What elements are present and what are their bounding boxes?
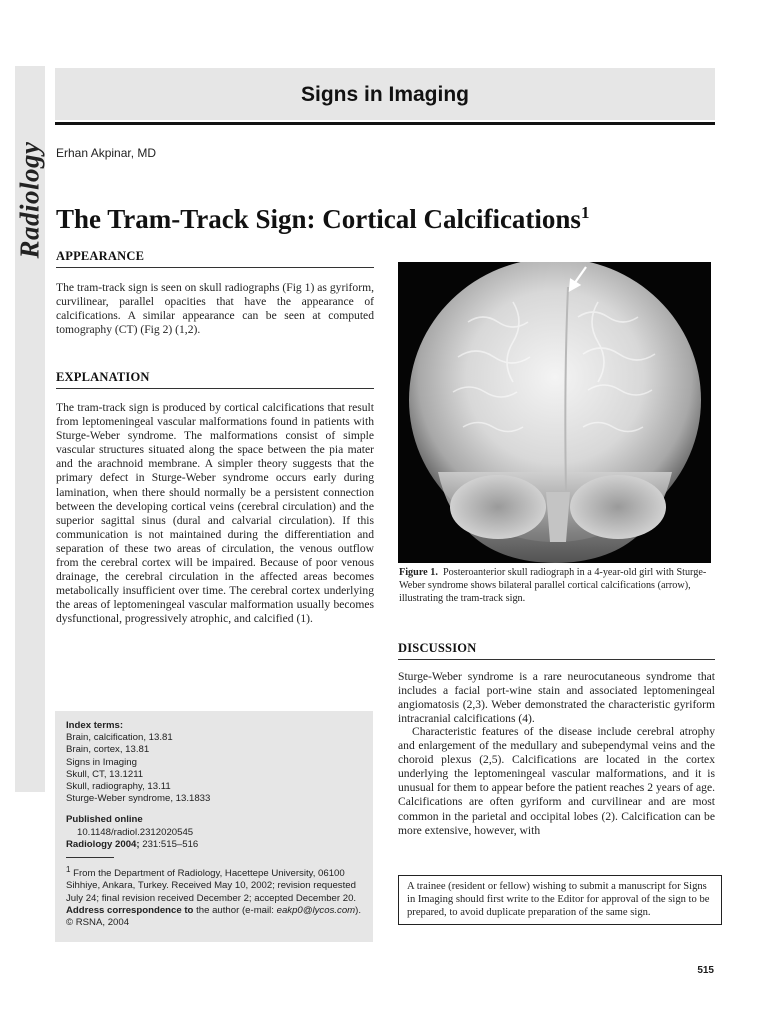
page-number: 515 bbox=[697, 965, 714, 976]
index-term: Skull, CT, 13.1211 bbox=[66, 768, 144, 780]
index-term: Signs in Imaging bbox=[66, 756, 137, 768]
explanation-text: The tram-track sign is produced by cortical calcifications that result from leptomeningeal vascular malformations found in patients with Sturge-Weber syndrome. The malformations consist of simple vascular structures situated along the space between the pia mater and the arachnoid membrane. A simpler theory suggests that the primary defect in Sturge-Weber syndrome occurs early during lamination, when there should normally be a persistent connection between the developing cortical veins (cerebral circulation) and the superior sagittal sinus (dural and calvarial circulation). If this communication is not maintained during the differentiation and separation of these two areas of circulation, the venous outflow from the cerebral cortex will be impaired. Because of poor venous drainage, the cerebral circulation in the affected areas becomes metabolically insufficient over time. The cerebral cortex underlying the areas of leptomeningeal vascular malformation usually becomes dysfunctional, progressively atrophic, and calcified (1). bbox=[56, 401, 374, 626]
section-header-band bbox=[55, 68, 715, 120]
correspondence-email: eakp0@lycos.com bbox=[276, 904, 356, 916]
correspondence-text: the author (e-mail: bbox=[196, 904, 274, 916]
figure-caption bbox=[399, 566, 712, 605]
index-term: Brain, cortex, 13.81 bbox=[66, 744, 150, 756]
correspondence bbox=[66, 905, 366, 917]
author-name: Erhan Akpinar, MD bbox=[56, 146, 157, 160]
discussion-paragraph-1: Sturge-Weber syndrome is a rare neurocutaneous syndrome that includes a facial port-wine stain and associated leptomeningeal angiomatosis (2,3). Weber demonstrated the characteristic gyriform intracranial calcifications (4). bbox=[398, 670, 715, 726]
copyright: © RSNA, 2004 bbox=[66, 917, 130, 929]
correspondence-label: Address correspondence to bbox=[66, 904, 194, 916]
affiliation-footnote bbox=[66, 864, 366, 905]
discussion-paragraph-2: Characteristic features of the disease include cerebral atrophy and enlargement of the medullary and subependymal veins and the choroid plexus (2,5). Calcifications are located in the cortex underlying the leptomeningeal vascular malformations, and it is unusual for them to appear before the patient reaches 2 years of age. Calcifications are often gyriform and curvilinear and are most common in the parietal and occipital lobes (2). Calcification can be more extensive, however, with bbox=[398, 725, 715, 837]
index-term: Sturge-Weber syndrome, 13.1833 bbox=[66, 793, 211, 805]
citation-pages: 231:515–516 bbox=[142, 838, 199, 850]
index-term: Brain, calcification, 13.81 bbox=[66, 732, 173, 744]
explanation-rule bbox=[56, 388, 374, 389]
footnote-separator bbox=[66, 857, 114, 858]
appearance-rule bbox=[56, 267, 374, 268]
citation-label: Radiology 2004; bbox=[66, 838, 140, 850]
affiliation-footnote-text: From the Department of Radiology, Hacettepe University, 06100 Sihhiye, Ankara, Turkey. Received May 10, 2002; revision requested July 24; final revision received December 2; accepted December 20. bbox=[66, 868, 357, 904]
index-terms-heading: Index terms: bbox=[66, 720, 124, 731]
figure-caption-text: Posteroanterior skull radiograph in a 4-year-old girl with Sturge-Weber syndrome shows bilateral parallel cortical calcifications (arrow), illustrating the tram-track sign. bbox=[399, 567, 707, 604]
skull-radiograph bbox=[398, 262, 711, 563]
index-term: Skull, radiography, 13.11 bbox=[66, 781, 171, 793]
discussion-heading: DISCUSSION bbox=[398, 641, 477, 655]
journal-name: Radiology bbox=[14, 141, 45, 259]
figure-label: Figure 1. bbox=[399, 567, 438, 578]
correspondence-end: ). bbox=[355, 904, 362, 916]
article-title bbox=[56, 203, 589, 235]
explanation-heading: EXPLANATION bbox=[56, 370, 150, 384]
affiliation-footnote-ref: 1 bbox=[66, 865, 71, 875]
published-online-heading: Published online bbox=[66, 814, 143, 826]
doi: 10.1148/radiol.2312020545 bbox=[77, 826, 194, 838]
section-title: Signs in Imaging bbox=[300, 83, 469, 106]
citation bbox=[66, 839, 366, 851]
header-rule bbox=[55, 122, 715, 125]
discussion-rule bbox=[398, 659, 715, 660]
article-title-text: The Tram-Track Sign: Cortical Calcifications bbox=[56, 204, 581, 234]
title-footnote-ref: 1 bbox=[580, 203, 590, 222]
index-terms-box bbox=[55, 711, 373, 942]
radiograph-illustration bbox=[398, 262, 711, 563]
appearance-text: The tram-track sign is seen on skull radiographs (Fig 1) as gyriform, curvilinear, parallel opacities that have the appearance of calcifications. A similar appearance can be seen at computed tomography (CT) (Fig 2) (1,2). bbox=[56, 281, 374, 337]
appearance-heading: APPEARANCE bbox=[56, 249, 145, 263]
trainee-notice-box: A trainee (resident or fellow) wishing to submit a manuscript for Signs in Imaging should first write to the Editor for approval of the sign to be prepared, to avoid duplicate preparation of the same sign. bbox=[398, 875, 722, 925]
